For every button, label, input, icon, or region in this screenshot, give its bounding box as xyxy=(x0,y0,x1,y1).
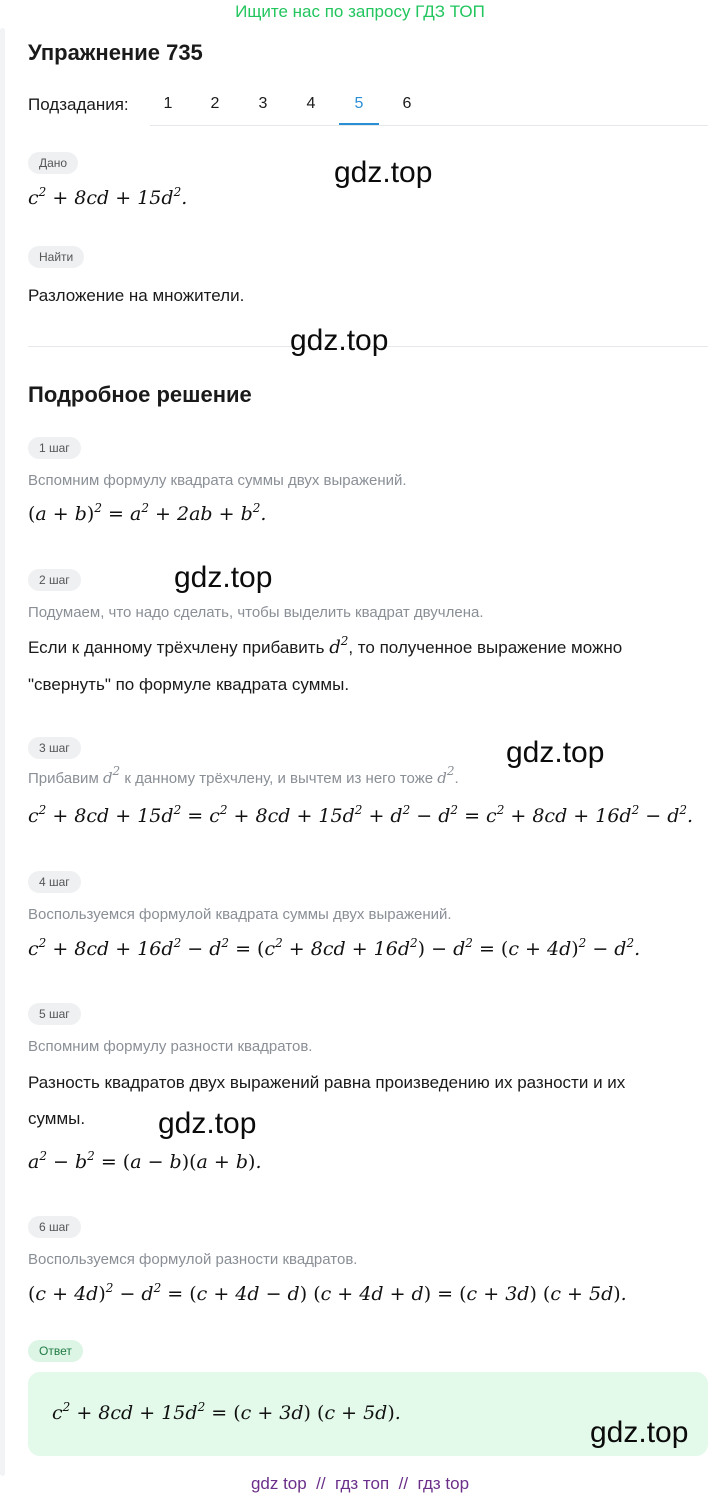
step-1-formula: $(a + b)^2 = a^2 + 2ab + b^2$. xyxy=(28,501,267,525)
step-1-hint: Вспомним формулу квадрата суммы двух выражений. xyxy=(28,472,407,489)
step-2-text-line-1: Если к данному трёхчлену прибавить $d^2$, то полученное выражение можно xyxy=(28,634,623,658)
watermark: gdz.top xyxy=(158,1107,257,1140)
active-tab-indicator xyxy=(339,123,379,125)
find-text: Разложение на множители. xyxy=(28,286,245,305)
subtasks-label: Подзадания: xyxy=(28,95,129,114)
left-accent-bar xyxy=(0,28,5,1476)
step-6-chip: 6 шаг xyxy=(28,1216,81,1238)
step-5-chip: 5 шаг xyxy=(28,1003,81,1025)
watermark: gdz.top xyxy=(506,736,605,769)
step-4-chip: 4 шаг xyxy=(28,871,81,893)
step-2-chip: 2 шаг xyxy=(28,569,81,591)
given-expression: $c^2 + 8cd + 15d^2$. xyxy=(28,185,188,209)
watermark: gdz.top xyxy=(290,324,389,357)
footer-links[interactable] xyxy=(0,1474,720,1494)
step-1-chip: 1 шаг xyxy=(28,437,81,459)
search-banner: Ищите нас по запросу ГДЗ ТОП xyxy=(235,2,485,21)
step-5-text-line-2: суммы. xyxy=(28,1109,86,1128)
tab-subtask-5[interactable]: 5 xyxy=(354,95,364,112)
tab-subtask-4[interactable]: 4 xyxy=(306,95,316,112)
tab-subtask-1[interactable]: 1 xyxy=(163,95,173,112)
watermark: gdz.top xyxy=(174,561,273,594)
step-4-formula: $c^2 + 8cd + 16d^2 - d^2 = (c^2 + 8cd + 16d^2) - d^2 = (c + 4d)^2 - d^2$. xyxy=(28,936,641,960)
step-3-formula: $c^2 + 8cd + 15d^2 = c^2 + 8cd + 15d^2 + d^2 - d^2 = c^2 + 8cd + 16d^2 - d^2$. xyxy=(28,803,694,827)
watermark: gdz.top xyxy=(334,156,433,189)
footer-text[interactable]: gdz top // гдз топ // гдз top xyxy=(250,1474,470,1493)
tab-subtask-3[interactable]: 3 xyxy=(258,95,268,112)
answer-formula: $c^2 + 8cd + 15d^2 = (c + 3d) (c + 5d)$. xyxy=(52,1400,401,1424)
step-6-formula: $(c + 4d)^2 - d^2 = (c + 4d - d)$ (c + 4d + d) = (c + 3d) (c + 5d). xyxy=(28,1281,627,1305)
step-3-hint: Прибавим $d^2$ к данному трёхчлену, и вычтем из него тоже $d^2$. xyxy=(28,764,459,787)
step-5-text-line-1: Разность квадратов двух выражений равна произведению их разности и их xyxy=(28,1073,626,1092)
find-chip: Найти xyxy=(28,246,84,268)
given-chip: Дано xyxy=(28,152,78,174)
page-title: Упражнение 735 xyxy=(28,40,203,65)
answer-chip: Ответ xyxy=(28,1340,83,1362)
step-3-chip: 3 шаг xyxy=(28,737,81,759)
step-2-hint: Подумаем, что надо сделать, чтобы выделить квадрат двучлена. xyxy=(28,604,484,621)
step-2-text-line-2: "свернуть" по формуле квадрата суммы. xyxy=(28,675,350,694)
tabs-divider xyxy=(150,125,708,126)
step-4-hint: Воспользуемся формулой квадрата суммы двух выражений. xyxy=(28,906,452,923)
tab-subtask-2[interactable]: 2 xyxy=(210,95,220,112)
solution-title: Подробное решение xyxy=(28,382,252,407)
step-6-hint: Воспользуемся формулой разности квадратов. xyxy=(28,1251,358,1268)
step-5-hint: Вспомним формулу разности квадратов. xyxy=(28,1038,313,1055)
tab-subtask-6[interactable]: 6 xyxy=(402,95,412,112)
step-5-formula: $a^2 - b^2 = (a - b)(a + b)$. xyxy=(28,1149,262,1173)
watermark: gdz.top xyxy=(590,1416,689,1449)
